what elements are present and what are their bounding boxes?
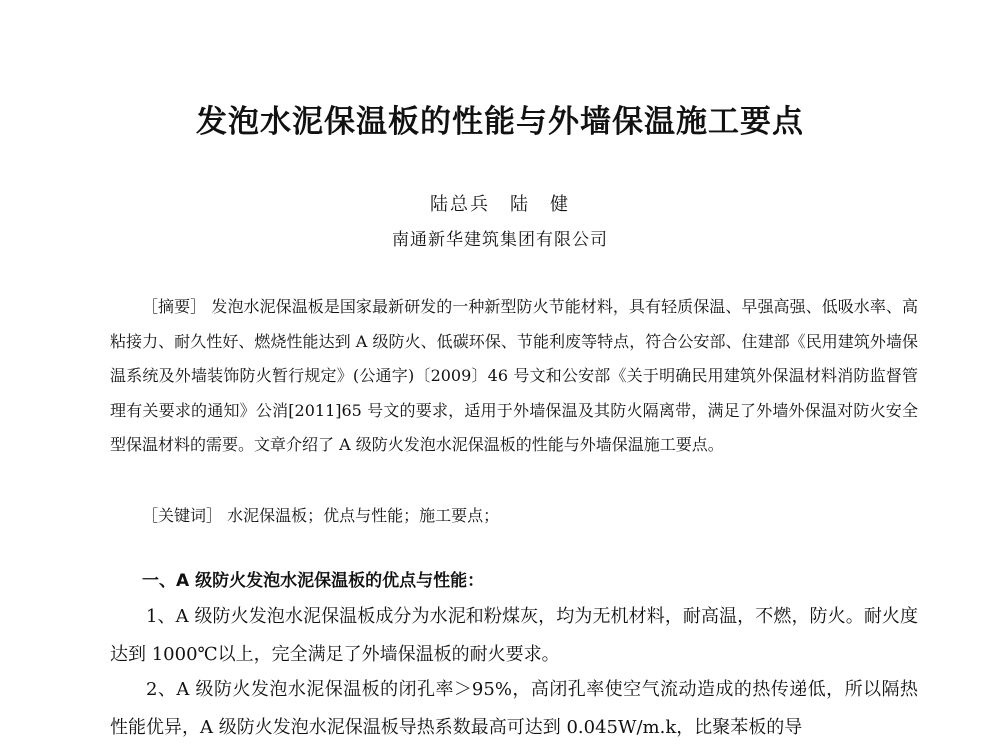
abstract-text: ［摘要］ 发泡水泥保温板是国家最新研发的一种新型防火节能材料，具有轻质保温、早强高强、低吸水率、高粘接力、耐久性好、燃烧性能达到 A 级防火、低碳环保、节能利废等特点，符合公安部、住建部《民用建筑外墙保温系统及外墙装饰防火暂行规定》(公通字)〔2009〕46 号文和公安部《关于明确民用建筑外保温材料消防监督管理有关要求的通知》公消[2011]65 号文的要求，适用于外墙保温及其防火隔离带，满足了外墙外保温对防火安全型保温材料的需要。文章介绍了 A 级防火发泡水泥保温板的性能与外墙保温施工要点。: [110, 297, 918, 454]
keywords-text: ［关键词］ 水泥保温板；优点与性能；施工要点；: [142, 506, 500, 525]
section-heading: 一、A 级防火发泡水泥保温板的优点与性能：: [142, 571, 485, 591]
body-paragraph-2: 2、A 级防火发泡水泥保温板的闭孔率＞95%，高闭孔率使空气流动造成的热传递低，所以隔热性能优异，A 级防火发泡水泥保温板导热系数最高可达到 0.045W/m.k，比聚苯板的导: [110, 679, 918, 738]
paper-title: 发泡水泥保温板的性能与外墙保温施工要点: [196, 104, 804, 140]
paper-authors: 陆总兵 陆 健: [430, 194, 570, 215]
paper-affiliation: 南通新华建筑集团有限公司: [392, 230, 608, 250]
body-paragraph-1: 1、A 级防火发泡水泥保温板成分为水泥和粉煤灰，均为无机材料，耐高温，不燃，防火。耐火度达到 1000℃以上，完全满足了外墙保温板的耐火要求。: [110, 606, 918, 665]
